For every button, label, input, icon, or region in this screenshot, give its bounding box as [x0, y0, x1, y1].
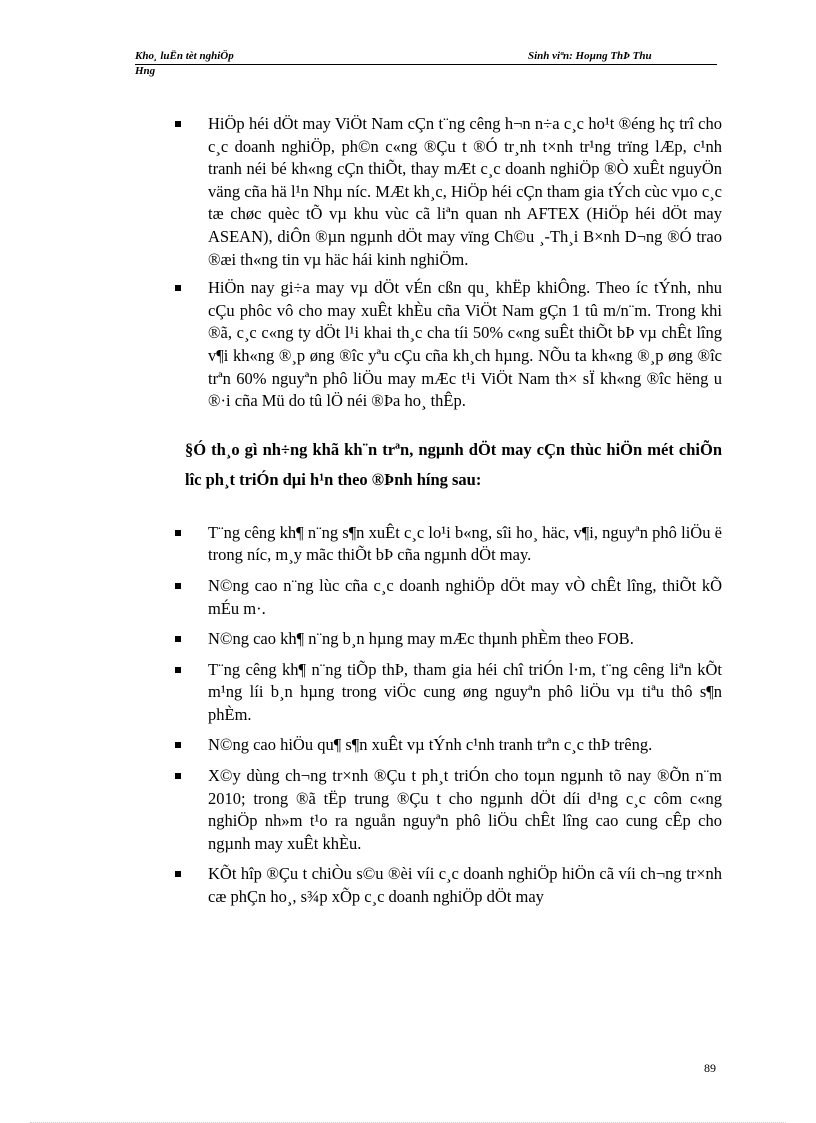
bullet-text: X©y dùng ch¬ng tr×nh ®Çu t ph¸t triÓn cho toµn ngµnh tõ nay ®Õn n¨m 2010; trong ®ã tËp trung ®Çu t cho ngµnh dÖt díi d¹ng c¸c côm c«ng nghiÖp nh»m t¹o ra nguån nguyªn phô liÖu chÊt lîng cao cung cÊp cho ngµnh may xuÊt khÈu.	[208, 766, 722, 853]
header-student-name: Sinh viªn: Hoµng ThÞ Thu	[528, 50, 652, 62]
bullet-item	[170, 522, 722, 567]
square-bullet-icon	[175, 667, 181, 673]
bullet-text: KÕt hîp ®Çu t chiÒu s©u ®èi víi c¸c doanh nghiÖp hiÖn cã víi ch¬ng tr×nh cæ phÇn ho¸, s¾p xÕp c¸c doanh nghiÖp dÖt may	[208, 864, 722, 907]
bullet-item	[170, 659, 722, 727]
square-bullet-icon	[175, 742, 181, 748]
document-body	[170, 113, 722, 909]
bullet-item	[170, 734, 722, 757]
square-bullet-icon	[175, 871, 181, 877]
page-number: 89	[704, 1061, 716, 1075]
section-heading: §Ó th¸o gì nh÷ng khã kh¨n trªn, ngµnh dÖt may cÇn thùc hiÖn mét chiÕn lîc ph¸t triÓn dµi h¹n theo ®Þnh híng sau:	[185, 439, 722, 489]
bullet-item	[170, 113, 722, 271]
bullet-text: HiÖp héi dÖt may ViÖt Nam cÇn t¨ng cêng h¬n n÷a c¸c ho¹t ®éng hç trî cho c¸c doanh nghiÖp, ph©n c«ng ®Çu t ®Ó tr¸nh t×nh tr¹ng trïng lÆp, c¹nh tranh néi bé kh«ng cÇn thiÕt, thay mÆt c¸c doanh nghiÖp ®Ò xuÊt nguyÖn väng cña hä l¹n Nhµ níc. MÆt kh¸c, HiÖp héi cÇn tham gia tÝch cùc vµo c¸c tæ chøc quèc tÕ vµ khu vùc cã liªn quan nh AFTEX (HiÖp héi dÖt may ASEAN), diÔn ®µn ngµnh dÖt may vïng Ch©u ¸-Th¸i B×nh D¬ng ®Ó trao ®æi th«ng tin vµ häc hái kinh nghiÖm.	[208, 114, 722, 269]
page-header	[135, 50, 717, 65]
bullet-text: T¨ng cêng kh¶ n¨ng tiÕp thÞ, tham gia héi chî triÓn l·m, t¨ng cêng liªn kÕt m¹ng líi b¸n hµng trong viÖc cung øng nguyªn phô liÖu vµ tiªu thô s¶n phÈm.	[208, 659, 722, 724]
header-student-name-continued: Hng	[135, 65, 156, 77]
bullet-text: T¨ng cêng kh¶ n¨ng s¶n xuÊt c¸c lo¹i b«ng, sîi ho¸ häc, v¶i, nguyªn phô liÖu ë trong níc, m¸y mãc thiÕt bÞ cña ngµnh dÖt may.	[208, 522, 722, 565]
header-thesis-title: Kho¸ luËn tèt nghiÖp	[135, 50, 234, 62]
bullet-text: N©ng cao n¨ng lùc cña c¸c doanh nghiÖp dÖt may vÒ chÊt lîng, thiÕt kÕ mÉu m·.	[208, 575, 722, 618]
square-bullet-icon	[175, 530, 181, 536]
square-bullet-icon	[175, 121, 181, 127]
square-bullet-icon	[175, 583, 181, 589]
bullet-item	[170, 575, 722, 620]
square-bullet-icon	[175, 773, 181, 779]
bullet-text: N©ng cao kh¶ n¨ng b¸n hµng may mÆc thµnh phÈm theo FOB.	[208, 629, 634, 649]
bullet-item	[170, 277, 722, 413]
bullet-text: HiÖn nay gi÷a may vµ dÖt vÉn cßn qu¸ khËp khiÔng. Theo íc tÝnh, nhu cÇu phôc vô cho may xuÊt khÈu cña ViÖt Nam gÇn 1 tû m/n¨m. Trong khi ®ã, c¸c c«ng ty dÖt l¹i khai th¸c cha tíi 50% c«ng suÊt thiÕt bÞ vµ chÊt lîng v¶i kh«ng ®¸p øng ®îc yªu cÇu cña kh¸ch hµng. NÕu ta kh«ng ®¸p øng ®îc trªn 60% nguyªn phô liÖu may mÆc t¹i ViÖt Nam th× sÏ kh«ng ®îc hëng u ®·i cña Mü do tû lÖ néi ®Þa ho¸ thÊp.	[208, 278, 722, 411]
bullet-item	[170, 863, 722, 908]
bullet-text: N©ng cao hiÖu qu¶ s¶n xuÊt vµ tÝnh c¹nh tranh trªn c¸c thÞ trêng.	[208, 735, 653, 755]
bullet-item	[170, 628, 722, 651]
square-bullet-icon	[175, 636, 181, 642]
square-bullet-icon	[175, 285, 181, 291]
bullet-item	[170, 765, 722, 855]
